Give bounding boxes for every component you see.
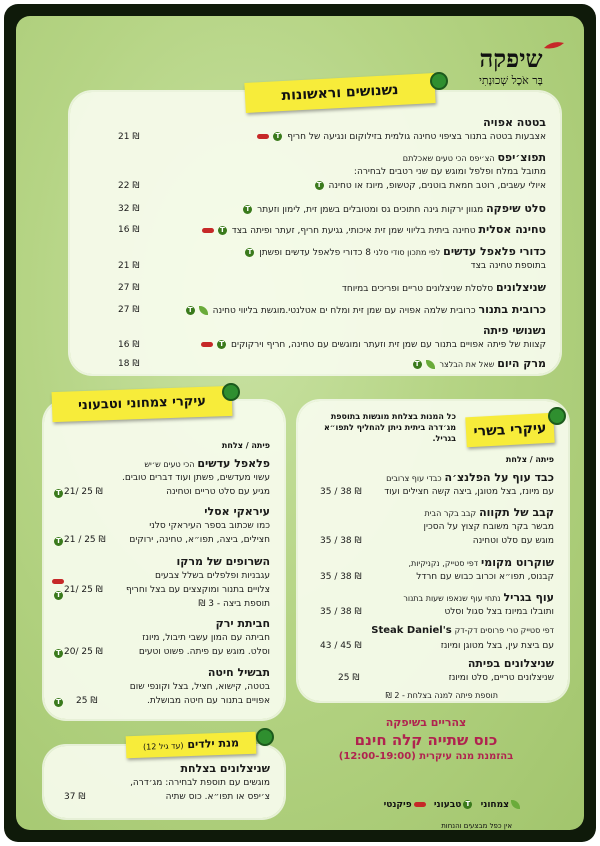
- meat-desc-row-2: [416, 572, 554, 582]
- veg-price-0: 21/ 25 ₪: [64, 487, 103, 497]
- spicy-icon: [201, 342, 213, 347]
- meat-price-1: 35 / 38 ₪: [320, 536, 362, 546]
- starter-name-3: טחינה אסלית: [478, 223, 546, 236]
- meat-row-1: [424, 506, 554, 519]
- starter-name-1: תפוצ׳יפס: [497, 151, 546, 164]
- starter-row-6: [342, 281, 546, 294]
- starter-row-1: [403, 151, 546, 164]
- starter-desc-row-1: [354, 167, 546, 177]
- veg-desc2-row-2: [126, 585, 270, 595]
- meat-desc-4: עם ביצת עין, בצל מטוגן ומיונז: [440, 641, 554, 651]
- meat-sub-2: דפי סטייק, נקניקיות,: [408, 559, 479, 568]
- tahini-icon: T: [54, 591, 63, 600]
- tahini-icon: T: [245, 248, 254, 257]
- veg-desc2-row-1: [129, 535, 270, 545]
- legend-vegan: טבעוני: [433, 800, 462, 810]
- kids-title: מנת ילדים: [187, 736, 240, 752]
- starter-desc-row-5: [471, 261, 546, 271]
- meat-desc-row-0: [384, 487, 554, 497]
- tahini-icon: T: [463, 800, 472, 809]
- starter-row-8: [483, 324, 546, 337]
- spicy-icon: [257, 134, 269, 139]
- meat-name-4: Steak Daniel's: [371, 625, 452, 636]
- starter-sub-1: הצ׳יפס הכי טעים שאכלתם: [402, 154, 495, 163]
- kids-row: [180, 762, 270, 775]
- leaf-icon: [511, 800, 520, 809]
- pepper-icon: [542, 40, 566, 52]
- meat-desc-row-3: [444, 607, 554, 617]
- meat-desc-3: ותובלו במיונז בצל סגול וסלט: [444, 607, 554, 617]
- starter-name-0: בטטה אפויה: [483, 116, 546, 129]
- veg-pin: [222, 383, 240, 401]
- meat-row-5: [468, 657, 554, 670]
- starter-desc-0: אצבעות בטטה בתנור בציפוי טחינה גולמית בזילוקום ונגיעה של חריף: [287, 132, 546, 142]
- veg-desc3-row-2: [198, 599, 270, 609]
- veg-desc-row-0: [122, 473, 270, 483]
- kids-desc: מוגשים עם תוספת לבחירה: מג׳דרה,: [130, 778, 270, 788]
- veg-desc2-2: צלויים בתנור ומוקצצים עם בצל וחריף: [126, 585, 270, 595]
- veg-title: עיקרי צמחוני וטבעוני: [52, 386, 233, 422]
- menu-page: [4, 4, 596, 842]
- starter-price-9: 16 ₪: [118, 340, 140, 350]
- veg-price-4: 25 ₪: [76, 696, 98, 706]
- meat-price-2: 35 / 38 ₪: [320, 572, 362, 582]
- veg-desc-1: כמו שכתוב בספר העיראקי סלני: [149, 521, 270, 531]
- meat-row-0: [386, 471, 554, 484]
- meat-note: כל המנות בצלחת מוגשות בתוספת מג׳דרה ביתית ניתן להחליף לתפו״א בגריל.: [323, 412, 456, 443]
- meat-desc-5: שניצלונים טריים, סלט ומיונז: [448, 673, 554, 683]
- kids-desc2-row: [166, 792, 270, 802]
- starter-row-4: [243, 245, 546, 258]
- leaf-icon: [199, 306, 208, 315]
- legend-veg: צמחוני: [480, 800, 509, 810]
- meat-name-3: עוף בגריל: [503, 591, 554, 604]
- veg-name-2: השרופים של מרקו: [176, 555, 270, 568]
- legend-spicy: פיקנטי: [383, 800, 412, 810]
- kids-name: שניצלונים בצלחת: [180, 762, 270, 775]
- starter-name-4: כדורי פלאפל עדשים: [443, 245, 546, 258]
- meat-desc2-1: מוגש עם סלט וטחינה: [472, 536, 554, 546]
- veg-price-3: 20/ 25 ₪: [64, 647, 103, 657]
- starter-desc2-1: איולי עשבים, רוטב חמאת בוטנים, קטשופ, מיונז או טחינה: [328, 181, 546, 191]
- starters-pin: [430, 72, 448, 90]
- veg-desc2-3: וסלט. מוגש עם פיתה. פשוט וטעים: [138, 647, 270, 657]
- kids-card: [44, 736, 284, 818]
- tahini-icon: T: [218, 226, 227, 235]
- starter-price-0: 21 ₪: [118, 132, 140, 142]
- starter-desc-6: סלסלת שניצלונים טריים ופריכים במיוחד: [341, 284, 494, 294]
- veg-desc-row-2: [155, 571, 270, 581]
- starter-row-3: [200, 223, 546, 236]
- meat-sub-0: כבדי עוף צרובים: [386, 474, 442, 483]
- spicy-icon: [52, 579, 64, 584]
- starter-price-2: 32 ₪: [118, 204, 140, 214]
- veg-desc-row-4: [130, 682, 270, 692]
- meat-desc-row-4: [441, 641, 554, 651]
- veg-name-0: פלאפל עדשים: [197, 457, 270, 470]
- starter-price-3: 16 ₪: [118, 225, 140, 235]
- meat-desc-row-5: [449, 673, 554, 683]
- starter-desc-3: טחינה ביתית בליווי שמן זית איכותי, גגיעת חריף, זעתר ופיתה בצד: [231, 226, 476, 236]
- veg-row-1: [204, 505, 270, 518]
- veg-desc2-row-4: [147, 696, 270, 706]
- meat-desc2-row-1: [473, 536, 554, 546]
- promo-line1: צהריים בשיפקה: [385, 716, 467, 729]
- veg-sub-0: הכי טעים ש׳יש: [144, 460, 195, 469]
- veg-desc2-1: חצילים, ביצה, תפו״א, טחינה, ירוקים: [129, 535, 270, 545]
- starter-desc-9: קצוות של פיתה אפויים בתנור עם שמן זית וזעתר ומוגשים עם טחינה, חריף וירקוקים: [230, 340, 546, 350]
- kids-desc2: צ׳יפס או תפו״א. כוס שתיה: [165, 792, 270, 802]
- meat-sub-4: דפי סטייק טרי פרוסים דק-דק: [454, 626, 554, 635]
- promo-line2: כוס שתייה קלה חינם: [354, 731, 498, 749]
- starter-row-10: [411, 357, 546, 370]
- meat-desc-0: עם מיונז, בצל מטוגן, ביצה קשה חצילים ועוד: [384, 487, 554, 497]
- promo-line3: בהזמנת מנה עיקרית: [419, 751, 514, 762]
- veg-desc-2: עגבניות ופלפלים בשלל צבעים: [155, 571, 270, 581]
- veg-desc-0: עשוי מעדשים, פשתן ועוד דברים טובים.: [122, 473, 270, 483]
- tahini-icon: T: [243, 205, 252, 214]
- kids-desc-row: [130, 778, 270, 788]
- meat-extra: תוספת פיתה למנה בצלחת - 2 ₪: [385, 691, 498, 700]
- veg-name-4: תבשיל חיטה: [207, 666, 270, 679]
- starter-price-1: 22 ₪: [118, 181, 140, 191]
- starter-desc-row-0: [255, 132, 546, 142]
- starter-price-7: 27 ₪: [118, 305, 140, 315]
- tahini-icon: T: [54, 698, 63, 707]
- legend: [342, 800, 522, 810]
- meat-name-0: כבד עוף על הפלנצ׳ה: [444, 471, 554, 484]
- brand-name: שיפקה: [479, 44, 543, 73]
- starter-desc-7: כרובית שלמה אפויה עם שמן זית ומלח ים אטלנטי.מוגשת בליווי טחינה: [212, 306, 476, 316]
- starters-card: [70, 81, 560, 374]
- leaf-icon: [426, 360, 435, 369]
- starter-price-10: 18 ₪: [118, 359, 140, 369]
- kids-age: (עד גיל 12): [142, 741, 184, 752]
- logo: [456, 44, 566, 87]
- tahini-icon: T: [273, 132, 282, 141]
- starter-row-0: [483, 116, 546, 129]
- meat-sub-3: נתחי עוף שנאפו שעות בתנור: [403, 594, 501, 603]
- meat-title: עיקרי בשרי: [465, 413, 554, 448]
- meat-price-5: 25 ₪: [338, 673, 360, 683]
- kids-title-note: [126, 732, 257, 759]
- veg-name-3: חביתת ירק: [215, 617, 270, 630]
- meat-desc-1: מבשר בקר משובח קצוץ על הסכין: [423, 522, 554, 532]
- promo-hours: (12:00-19:00): [338, 751, 416, 762]
- starter-row-2: [241, 202, 546, 215]
- promo: [306, 716, 546, 762]
- meat-desc-2: קבנוס, תפו״א וכרוב כבוש עם חרדל: [416, 572, 554, 582]
- meat-sub-1: קבב בקר הבית: [424, 509, 477, 518]
- starter-desc2-row-1: [313, 181, 546, 191]
- spicy-icon: [202, 228, 214, 233]
- meat-card: [298, 401, 568, 701]
- starter-price-6: 27 ₪: [118, 283, 140, 293]
- veg-desc2-4: אפויים בתנור עם חיטה מבושלת.: [146, 696, 270, 706]
- tahini-icon: T: [217, 340, 226, 349]
- tahini-icon: T: [54, 489, 63, 498]
- veg-name-1: עיראקי אסלי: [204, 505, 270, 518]
- veg-desc-4: בטטה, קישוא, חציל, בצל וקונפי שום: [129, 682, 270, 692]
- starter-desc-5: בתוספת טחינה בצד: [470, 261, 546, 271]
- veg-desc3-2: תוספת ביצה - 3 ₪: [198, 599, 270, 609]
- starter-name-2: סלט שיפקה: [486, 202, 546, 215]
- starter-desc-1: מתובל במלח ופלפל ומוגש עם שני רטבים לבחירה:: [353, 167, 546, 177]
- veg-desc2-row-0: [166, 487, 270, 497]
- veg-row-4: [208, 666, 270, 679]
- legend-footer: אין כפל מבצעים והנחות: [441, 822, 512, 830]
- meat-price-0: 35 / 38 ₪: [320, 487, 362, 497]
- veg-desc2-0: מגיע עם סלט טריים וטחינה: [166, 487, 270, 497]
- starter-desc-row-9: [199, 340, 546, 350]
- starter-desc-2: מגוון ירקות גינה חתוכים גס ומטובלים בשמן זית, לימון וזעתר: [257, 205, 484, 215]
- meat-pin: [548, 407, 566, 425]
- starter-name-8: נשנושי פיתה: [482, 324, 546, 337]
- meat-row-4: [371, 625, 554, 636]
- meat-extra-row: [386, 691, 499, 700]
- meat-row-2: [408, 556, 554, 569]
- tahini-icon: T: [186, 306, 195, 315]
- starter-name-10: מרק היום: [497, 357, 546, 370]
- starter-price-5: 21 ₪: [118, 261, 140, 271]
- tahini-icon: T: [54, 537, 63, 546]
- tahini-icon: T: [54, 649, 63, 658]
- veg-price-2: 21/ 25 ₪: [64, 585, 103, 595]
- meat-name-5: שניצלונים בפיתה: [467, 657, 554, 670]
- kids-price: 37 ₪: [64, 792, 86, 802]
- spicy-icon: [414, 802, 426, 807]
- veg-row-3: [216, 617, 270, 630]
- veg-price-1: 21 / 25 ₪: [64, 535, 106, 545]
- starters-title: נשנושים וראשונות: [244, 73, 435, 113]
- kids-pin: [256, 728, 274, 746]
- veg-card: [44, 393, 284, 719]
- meat-price-3: 35 / 38 ₪: [320, 607, 362, 617]
- starter-desc-4: 8 כדורי פלאפל עדשים ופשתן: [259, 248, 371, 258]
- veg-header: פיתה / צלחת: [221, 441, 270, 450]
- brand-tagline: בָּר אֹכֶל שְׁכוּנָתִי: [479, 74, 543, 87]
- veg-desc-3: חביתה עם המון עשבי תיבול, מיונז: [142, 633, 270, 643]
- starter-name-7: כרובית בתנור: [478, 303, 546, 316]
- meat-price-4: 43 / 45 ₪: [320, 641, 362, 651]
- tahini-icon: T: [413, 360, 422, 369]
- meat-header: פיתה / צלחת: [505, 455, 554, 464]
- starter-sub-4: לפי מתכון סודי סלני: [373, 248, 441, 257]
- tahini-icon: T: [315, 181, 324, 190]
- veg-row-2: [176, 555, 270, 568]
- veg-desc-row-3: [142, 633, 270, 643]
- meat-desc-row-1: [424, 522, 555, 532]
- meat-name-2: שוקרוט מקומי: [481, 556, 554, 569]
- starter-row-7: [184, 303, 546, 316]
- menu-background: [16, 16, 584, 830]
- promo-line3-row: [306, 751, 546, 762]
- veg-row-0: [144, 457, 270, 470]
- veg-desc2-row-3: [139, 647, 270, 657]
- starter-name-6: שניצלונים: [495, 281, 546, 294]
- veg-desc-row-1: [149, 521, 270, 531]
- meat-name-1: קבב של תקווה: [479, 506, 554, 519]
- meat-row-3: [403, 591, 554, 604]
- starter-sub-10: שאל את הבלצר: [439, 360, 495, 369]
